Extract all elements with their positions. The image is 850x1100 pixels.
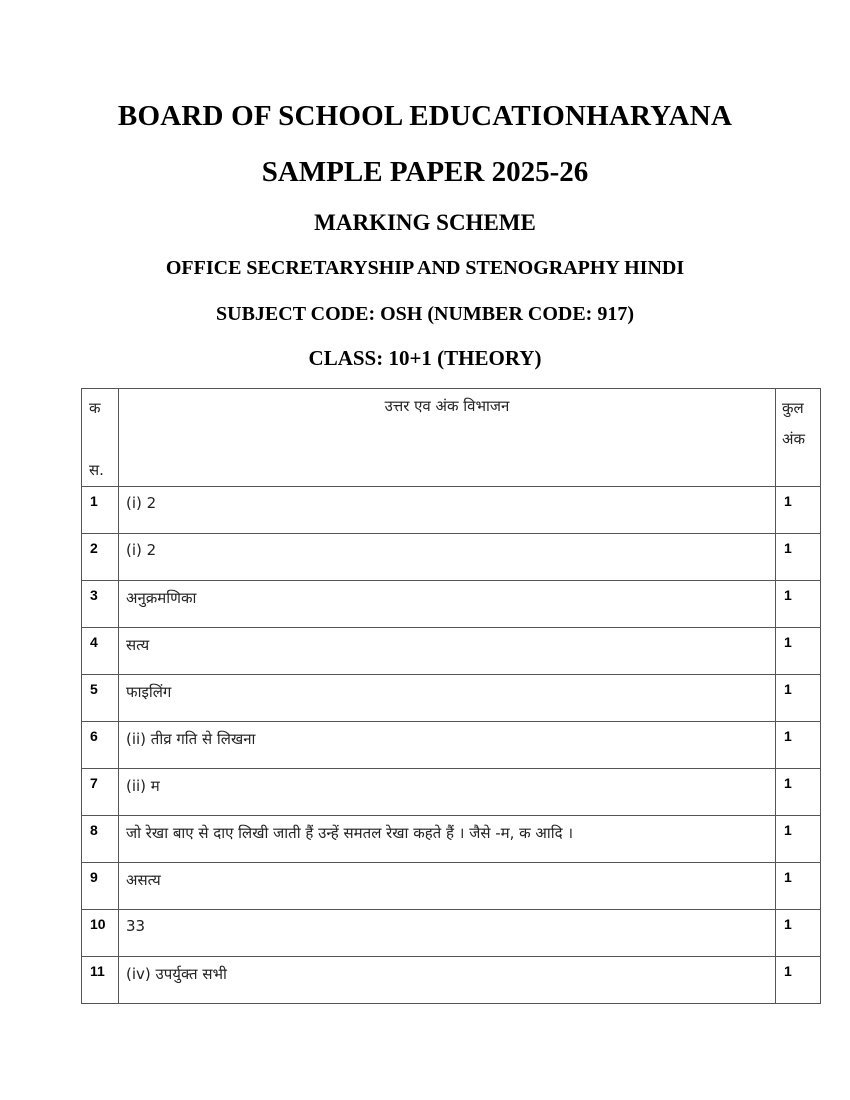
- answer-text: सत्य: [126, 636, 150, 654]
- marks-value: 1: [784, 822, 792, 838]
- question-number: 5: [90, 681, 98, 697]
- table-row: [82, 863, 821, 910]
- paper-title: SAMPLE PAPER 2025-26: [261, 156, 589, 188]
- question-number: 1: [90, 493, 98, 509]
- question-number: 2: [90, 540, 98, 556]
- board-title: BOARD OF SCHOOL EDUCATIONHARYANA: [117, 100, 733, 132]
- header-marks: [776, 389, 821, 487]
- table-row: [82, 910, 821, 957]
- marks-value: 1: [784, 775, 792, 791]
- marks-value: 1: [784, 963, 792, 979]
- marks-value: 1: [784, 587, 792, 603]
- question-number: 11: [90, 963, 105, 979]
- subject-code: SUBJECT CODE: OSH (NUMBER CODE: 917): [216, 303, 634, 325]
- answer-text: असत्य: [126, 871, 161, 889]
- subject-name: OFFICE SECRETARYSHIP AND STENOGRAPHY HINDI: [165, 257, 685, 279]
- answer-text: (ii) म: [126, 777, 160, 795]
- answer-text: जो रेखा बाए से दाए लिखी जाती हैं उन्हें समतल रेखा कहते हैं । जैसे -म, क आदि ।: [126, 824, 574, 842]
- table-row: [82, 675, 821, 722]
- header-answer-label: उत्तर एव अंक विभाजन: [384, 397, 510, 415]
- header-answer: [119, 389, 776, 487]
- header-serial-label-1: क: [89, 399, 101, 417]
- header-serial-label-2: स.: [89, 461, 104, 479]
- question-number: 7: [90, 775, 98, 791]
- marks-value: 1: [784, 681, 792, 697]
- question-number: 6: [90, 728, 98, 744]
- class-info: CLASS: 10+1 (THEORY): [308, 346, 542, 370]
- header-marks-label-2: अंक: [782, 430, 805, 448]
- table-row: [82, 722, 821, 769]
- question-number: 3: [90, 587, 98, 603]
- table-header-row: [82, 389, 821, 487]
- table-row: [82, 769, 821, 816]
- marks-value: 1: [784, 634, 792, 650]
- marks-value: 1: [784, 540, 792, 556]
- question-number: 10: [90, 916, 106, 932]
- marks-value: 1: [784, 493, 792, 509]
- table-row: [82, 581, 821, 628]
- header-marks-label-1: कुल: [782, 399, 804, 417]
- marking-scheme-title: MARKING SCHEME: [314, 210, 536, 235]
- question-number: 4: [90, 634, 98, 650]
- answer-text: अनुक्रमणिका: [126, 589, 197, 607]
- question-number: 8: [90, 822, 98, 838]
- table-row: [82, 957, 821, 1004]
- answer-text: (ii) तीव्र गति से लिखना: [126, 730, 256, 748]
- marks-value: 1: [784, 728, 792, 744]
- header-serial-no: [82, 389, 119, 487]
- answer-text: (i) 2: [126, 541, 157, 559]
- question-number: 9: [90, 869, 98, 885]
- answer-text: 33: [126, 917, 146, 935]
- marks-value: 1: [784, 916, 792, 932]
- answer-text: (iv) उपर्युक्त सभी: [126, 965, 227, 983]
- answer-text: (i) 2: [126, 494, 157, 512]
- table-row: [82, 816, 821, 863]
- table-row: [82, 534, 821, 581]
- marks-value: 1: [784, 869, 792, 885]
- answer-text: फाइलिंग: [126, 683, 172, 701]
- table-row: [82, 487, 821, 534]
- marking-scheme-table: [81, 388, 821, 1004]
- table-row: [82, 628, 821, 675]
